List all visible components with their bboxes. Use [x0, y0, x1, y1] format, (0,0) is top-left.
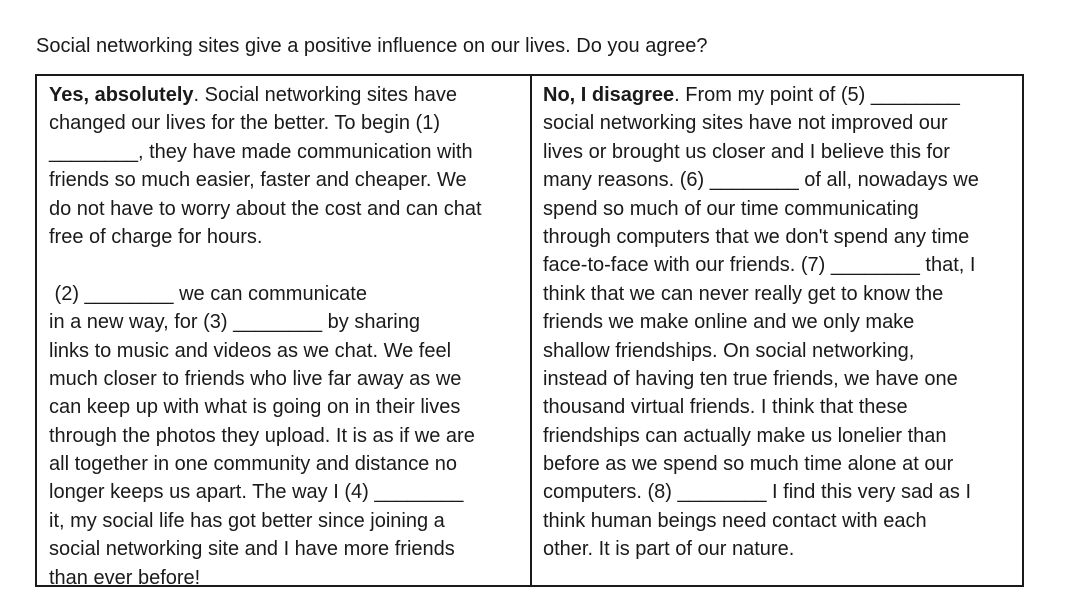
text-line: shallow friendships. On social networking,: [543, 339, 915, 362]
text-line: social networking sites have not improved our: [543, 112, 948, 135]
text-line: many reasons. (6) ________ of all, nowadays we: [543, 169, 979, 192]
column-divider: [530, 76, 532, 585]
blank-line: [49, 251, 525, 279]
text-line: in a new way, for (3) ________ by sharing: [49, 311, 420, 334]
text-line: instead of having ten true friends, we have one: [543, 367, 958, 390]
text-line: face-to-face with our friends. (7) ________ that, I: [543, 254, 976, 277]
question-prompt: Social networking sites give a positive influence on our lives. Do you agree?: [36, 35, 708, 57]
text-line: changed our lives for the better. To begin (1): [49, 112, 440, 135]
text-span: . Social networking sites have: [193, 84, 457, 106]
text-span: . From my point of (5) ________: [674, 84, 960, 106]
text-line: much closer to friends who live far away as we: [49, 367, 462, 390]
disagree-column: [543, 81, 1019, 564]
text-line: social networking site and I have more friends: [49, 538, 455, 561]
text-line: do not have to worry about the cost and can chat: [49, 197, 482, 220]
text-line: other. It is part of our nature.: [543, 538, 795, 561]
text-line: think that we can never really get to know the: [543, 282, 944, 305]
text-line: think human beings need contact with each: [543, 509, 927, 532]
text-line: than ever before!: [49, 566, 201, 589]
text-line: links to music and videos as we chat. We feel: [49, 339, 452, 362]
text-line: (2) ________ we can communicate: [49, 282, 367, 305]
text-line: lives or brought us closer and I believe this for: [543, 140, 950, 163]
text-line: free of charge for hours.: [49, 225, 263, 248]
text-line: longer keeps us apart. The way I (4) ________: [49, 481, 464, 504]
text-line: computers. (8) ________ I find this very sad as I: [543, 481, 971, 504]
text-line: through computers that we don't spend any time: [543, 225, 970, 248]
text-line: ________, they have made communication with: [49, 140, 473, 163]
agree-column: [49, 81, 525, 592]
agree-heading: Yes, absolutely: [49, 84, 194, 106]
text-line: spend so much of our time communicating: [543, 197, 919, 220]
text-line: [543, 81, 1019, 109]
text-line: it, my social life has got better since joining a: [49, 509, 445, 532]
text-line: thousand virtual friends. I think that these: [543, 396, 908, 419]
text-line: friends so much easier, faster and cheaper. We: [49, 169, 467, 192]
text-line: [49, 81, 525, 109]
text-line: can keep up with what is going on in their lives: [49, 396, 461, 419]
opinion-table: [35, 74, 1024, 587]
disagree-heading: No, I disagree: [543, 84, 675, 106]
text-line: before as we spend so much time alone at our: [543, 453, 954, 476]
text-line: friends we make online and we only make: [543, 311, 915, 334]
text-line: friendships can actually make us lonelier than: [543, 424, 947, 447]
text-line: all together in one community and distance no: [49, 453, 458, 476]
text-line: through the photos they upload. It is as if we are: [49, 424, 475, 447]
